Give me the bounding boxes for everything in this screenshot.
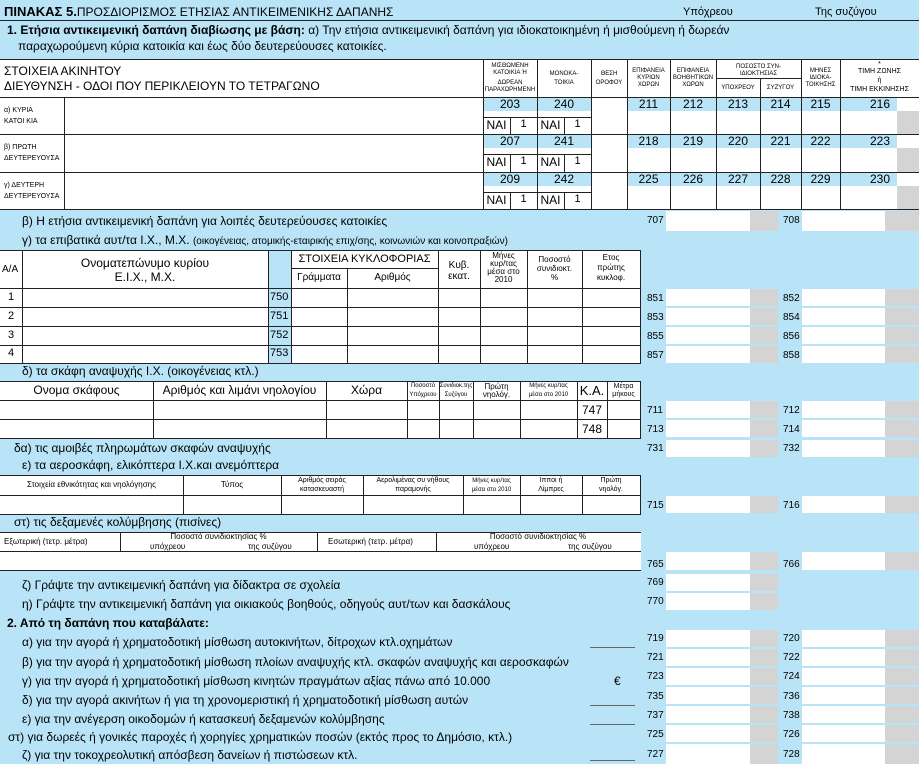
code-218: 218	[638, 134, 659, 148]
h-own-tax: ΥΠΟΧΡΕΟΥ	[721, 85, 755, 91]
pool-tax-header: υπόχρεου	[150, 542, 186, 551]
h-zone-1: ΤΙΜΗ ΖΩΝΗΣ	[858, 68, 901, 75]
air-airport-1: Αερολιμένας συ νήθους	[376, 477, 450, 484]
field-715[interactable]	[666, 496, 750, 513]
code-711: 711	[647, 405, 663, 416]
boat-ka-header: Κ.Α.	[579, 383, 605, 398]
code-721: 721	[647, 652, 664, 663]
code-214: 214	[770, 97, 791, 111]
row-number: 1	[8, 291, 15, 303]
boat-length-1: Μέτρα	[613, 383, 634, 390]
field-712[interactable]	[802, 401, 885, 418]
code-708: 708	[783, 215, 800, 226]
air-serial-1: Αριθμός σειράς	[298, 477, 346, 484]
code-213: 213	[727, 97, 749, 111]
item-st-label: στ) τις δεξαμενές κολύμβησης (πισίνες)	[14, 515, 222, 529]
code-854: 854	[783, 312, 800, 323]
code-223: 223	[870, 134, 891, 148]
detached-value[interactable]: 1	[574, 193, 581, 205]
h-main-1: ΕΠΙΦΑΝΕΙΑ	[632, 68, 665, 74]
item-h-label: η) Γράψτε την αντικειμενική δαπάνη για οικιακούς βοηθούς, οδηγούς αυτ/των και δασκάλους	[22, 597, 511, 611]
code-732: 732	[783, 443, 800, 454]
car-reg-header: ΣΤΟΙΧΕΙΑ ΚΥΚΛΟΦΟΡΙΑΣ	[298, 253, 431, 265]
field-714[interactable]	[802, 420, 885, 437]
field-853[interactable]	[666, 308, 750, 325]
code-858: 858	[783, 350, 800, 361]
field-738[interactable]	[802, 706, 885, 723]
boat-pct-header-1: Ποσοστό	[410, 383, 436, 389]
field-711[interactable]	[666, 401, 750, 418]
field-707[interactable]	[666, 211, 750, 231]
code-766: 766	[783, 559, 800, 570]
item-z-label: ζ) Γράψτε την αντικειμενική δαπάνη για δίδακτρα σε σχολεία	[22, 578, 341, 592]
euro-icon: €	[614, 674, 621, 688]
code-750: 750	[270, 291, 289, 303]
yes-detached[interactable]: ΝΑΙ	[540, 155, 561, 169]
yes-rented[interactable]: ΝΑΙ	[486, 118, 507, 132]
car-owner-header-2: Ε.Ι.Χ., Μ.Χ.	[114, 270, 176, 284]
boat-months-1: Μήνες κυρ/τας	[529, 383, 568, 389]
field-766[interactable]	[802, 552, 885, 570]
h-mono-2: ΤΟΙΚΙΑ	[554, 80, 574, 86]
field-851[interactable]	[666, 289, 750, 306]
h-zone-0: *	[878, 61, 881, 68]
section1-title-line2: παραχωρούμενη κύρια κατοικία και έως δύο δευτερεύουσες κατοικίες.	[18, 39, 387, 53]
code-219: 219	[682, 134, 704, 148]
rented-value[interactable]: 1	[520, 155, 527, 167]
code-731: 731	[647, 443, 664, 454]
row-label: β) ΠΡΩΤΗ	[4, 144, 37, 151]
car-months-4: 2010	[494, 275, 513, 284]
car-cc-header: Κυβ.	[448, 260, 470, 271]
row-label: ΔΕΥΤΕΡΕΥΟΥΣΑ	[4, 193, 60, 200]
car-letters-header: Γράμματα	[297, 272, 341, 283]
yes-rented[interactable]: ΝΑΙ	[486, 193, 507, 207]
car-cc-header-2: εκατ.	[448, 271, 470, 282]
code-211: 211	[638, 97, 659, 111]
row-label: ΚΑΤΟΙ ΚΙΑ	[4, 118, 38, 125]
s2-row-label: γ) για την αγορά ή χρηματοδοτική μίσθωση κινητών πραγμάτων αξίας πάνω από 10.000	[22, 674, 491, 688]
property-header: ΣΤΟΙΧΕΙΑ ΑΚΙΝΗΤΟΥ	[4, 64, 122, 78]
code-209: 209	[499, 172, 521, 186]
pool-int-header: Εσωτερική (τετρ. μέτρα)	[328, 537, 413, 546]
code-715: 715	[647, 500, 664, 511]
code-714: 714	[783, 424, 800, 435]
table-title: ΠΙΝΑΚΑΣ 5.ΠΡΟΣΔΙΟΡΙΣΜΟΣ ΕΤΗΣΙΑΣ ΑΝΤΙΚΕΙΜΕΝΙΚΗΣ ΔΑΠΑΝΗΣ	[4, 4, 394, 19]
item-b-label: β) Η ετήσια αντικειμενική δαπάνη για λοιπές δευτερεύουσες κατοικίες	[22, 214, 388, 228]
field-716[interactable]	[802, 496, 885, 513]
air-hp-2: Λίμπρες	[538, 486, 564, 493]
car-pct-2: συνιδιοκτ.	[536, 264, 573, 273]
boat-pct-sp-1: Συνιδιοκ.της	[439, 383, 473, 389]
boat-months-2: μέσα στο 2010	[528, 392, 569, 398]
code-216: 216	[870, 97, 891, 111]
property-address-header: ΔΙΕΥΘΥΝΣΗ - ΟΔΟΙ ΠΟΥ ΠΕΡΙΚΛΕΙΟΥΝ ΤΟ ΤΕΤΡΑΓΩΝΟ	[4, 79, 320, 93]
code-748: 748	[581, 422, 603, 436]
section1-title: 1. Ετήσια αντικειμενική δαπάνη διαβίωσης με βάση: α) Την ετήσια αντικειμενική δαπάνη για ιδιοκατοικημένη ή μισθούμενη ή δωρεάν	[7, 23, 730, 37]
code-242: 242	[553, 172, 575, 186]
code-725: 725	[647, 729, 664, 740]
yes-detached[interactable]: ΝΑΙ	[540, 193, 561, 207]
field-722[interactable]	[802, 649, 885, 666]
code-752: 752	[270, 329, 289, 341]
code-215: 215	[810, 97, 831, 111]
code-738: 738	[783, 710, 800, 721]
code-222: 222	[810, 134, 831, 148]
code-727: 727	[647, 749, 664, 760]
field-854[interactable]	[802, 308, 885, 325]
air-hp-1: Ιπποι ή	[539, 477, 563, 484]
h-zone-2: ή	[877, 77, 882, 84]
field-726[interactable]	[802, 725, 885, 742]
s2-row-label: ζ) για την τοκοχρεολυτική απόσβεση δανείων ή πιστώσεων κτλ.	[22, 748, 358, 762]
h-own-1: ΠΟΣΟΣΤΟ ΣΥΝ-	[735, 64, 782, 70]
field-724[interactable]	[802, 668, 885, 685]
air-months-1: Μήνες κυρ/τας	[472, 478, 511, 484]
boat-number-header: Αριθμός και λιμάνι νηολογίου	[162, 383, 317, 397]
code-240: 240	[553, 97, 575, 111]
code-737: 737	[647, 710, 664, 721]
pool-own-header: Ποσοστό συνιδιοκτησίας %	[170, 532, 267, 541]
car-year-2: πρώτης	[597, 263, 625, 272]
detached-value[interactable]: 1	[574, 118, 581, 130]
item-da-label: δα) τις αμοιβές πληρωμάτων σκαφών αναψυχής	[14, 441, 271, 455]
field-765[interactable]	[666, 552, 750, 570]
row-label: γ) ΔΕΥΤΕΡΗ	[4, 182, 45, 189]
row-label: ΔΕΥΤΕΡΕΥΟΥΣΑ	[4, 155, 60, 162]
air-serial-2: κατασκευαστή	[300, 486, 344, 493]
h-floor-1: ΘΕΣΗ	[600, 71, 618, 77]
h-months-1: ΜΗΝΕΣ	[809, 68, 832, 74]
field-728[interactable]	[802, 744, 885, 764]
col-header-spouse: Της συζύγου	[815, 6, 877, 18]
code-735: 735	[647, 691, 664, 702]
field-769[interactable]	[666, 574, 750, 591]
boat-first-header-1: Πρώτη	[484, 382, 509, 391]
code-220: 220	[727, 134, 749, 148]
code-724: 724	[783, 671, 800, 682]
field-735[interactable]	[666, 687, 750, 704]
field-713[interactable]	[666, 420, 750, 437]
field-857[interactable]	[666, 346, 750, 363]
code-722: 722	[783, 652, 800, 663]
car-pct-1: Ποσοστό	[538, 255, 571, 264]
code-228: 228	[770, 172, 791, 186]
code-726: 726	[783, 729, 800, 740]
code-212: 212	[682, 97, 704, 111]
field-725[interactable]	[666, 725, 750, 742]
yes-detached[interactable]: ΝΑΙ	[540, 118, 561, 132]
field-852[interactable]	[802, 289, 885, 306]
code-856: 856	[783, 331, 800, 342]
car-months-3: μέσα στο	[487, 267, 520, 276]
car-pct-3: %	[550, 273, 559, 282]
detached-value[interactable]: 1	[574, 155, 581, 167]
h-rent-4: ΠΑΡΑΧΩΡΗΜΕΝΗ	[484, 87, 536, 93]
code-230: 230	[870, 172, 891, 186]
boat-pct-header-2: Υπόχρεου	[409, 392, 437, 398]
field-732[interactable]	[802, 440, 885, 457]
field-727[interactable]	[666, 744, 750, 764]
code-853: 853	[647, 312, 664, 323]
field-737[interactable]	[666, 706, 750, 723]
s2-row-label: β) για την αγορά ή χρηματοδοτική μίσθωση πλοίων αναψυχής κτλ. σκαφών αναψυχής και αεροσκαφών	[22, 655, 569, 669]
row-number: 2	[8, 310, 15, 322]
air-nat-header: Στοιχεία εθνικότητας και νηολόγησης	[27, 480, 156, 489]
field-770[interactable]	[666, 593, 750, 610]
s2-row-label: ε) για την ανέγερση οικοδομών ή κατασκευή δεξαμενών κολύμβησης	[22, 712, 385, 726]
air-type-header: Τύπος	[220, 480, 244, 489]
code-225: 225	[638, 172, 659, 186]
code-751: 751	[270, 310, 289, 322]
code-765: 765	[647, 559, 664, 570]
code-203: 203	[499, 97, 521, 111]
code-229: 229	[810, 172, 831, 186]
pool-sp-header-2: της συζύγου	[568, 542, 612, 551]
row-label: α) ΚΥΡΙΑ	[4, 107, 33, 114]
code-719: 719	[647, 633, 664, 644]
field-708[interactable]	[802, 211, 885, 231]
field-720[interactable]	[802, 630, 885, 647]
boat-name-header: Ονομα σκάφους	[33, 383, 120, 397]
air-months-2: μέσα στο 2010	[471, 487, 512, 493]
h-months-2: ΙΔΙΟΚΑ-	[809, 75, 832, 81]
code-720: 720	[783, 633, 800, 644]
item-g-label: γ) τα επιβατικά αυτ/τα Ι.Χ., Μ.Χ. (οικογένειας, ατομικής-εταιρικής επιχ/σης, κοινωνιών και κοινοπραξιών)	[22, 233, 508, 247]
code-736: 736	[783, 691, 800, 702]
rented-value[interactable]: 1	[520, 118, 527, 130]
boat-pct-sp-2: Συζύγου	[444, 392, 468, 398]
code-712: 712	[783, 405, 800, 416]
h-own-2: ΙΔΙΟΚΤΗΣΙΑΣ	[739, 71, 778, 77]
s2-row-label: α) για την αγορά ή χρηματοδοτική μίσθωση αυτοκινήτων, δίτροχων κτλ.οχημάτων	[22, 635, 453, 649]
pool-ext-header: Εξωτερική (τετρ. μέτρα)	[4, 537, 88, 546]
h-main-2: ΚΥΡΙΩΝ	[637, 75, 660, 81]
h-zone-3: ΤΙΜΗ ΕΚΚΙΝΗΣΗΣ	[850, 86, 909, 93]
field-856[interactable]	[802, 327, 885, 344]
car-owner-header: Ονοματεπώνυμο κυρίου	[80, 256, 210, 270]
yes-rented[interactable]: ΝΑΙ	[486, 155, 507, 169]
section2-title: 2. Από τη δαπάνη που καταβάλατε:	[7, 616, 209, 630]
field-855[interactable]	[666, 327, 750, 344]
code-207: 207	[499, 134, 521, 148]
code-851: 851	[647, 293, 664, 304]
row-number: 4	[8, 347, 15, 359]
code-713: 713	[647, 424, 664, 435]
col-header-taxpayer: Υπόχρεου	[683, 6, 733, 18]
code-723: 723	[647, 671, 664, 682]
air-airport-2: παραμονής	[395, 486, 431, 493]
h-aux-2: ΒΟΗΘΗΤΙΚΩΝ	[672, 75, 714, 81]
boat-first-header-2: νηολόγ.	[482, 390, 511, 399]
code-769: 769	[647, 577, 664, 588]
rented-value[interactable]: 1	[520, 193, 527, 205]
car-number-header: Αριθμός	[374, 272, 411, 283]
car-months-2: κυρ/τας	[490, 259, 517, 268]
h-aux-1: ΕΠΙΦΑΝΕΙΑ	[676, 68, 710, 74]
code-747: 747	[581, 403, 603, 417]
code-221: 221	[770, 134, 791, 148]
code-857: 857	[647, 350, 664, 361]
pool-own-header-2: Ποσοστό συνιδιοκτησίας %	[489, 532, 587, 541]
item-d-label: δ) τα σκάφη αναψυχής Ι.Χ. (οικογένειας κτλ.)	[22, 364, 259, 378]
code-753: 753	[270, 347, 289, 359]
code-728: 728	[783, 749, 800, 760]
h-rent-3: ΔΩΡΕΑΝ	[497, 80, 523, 86]
h-main-3: ΧΩΡΩΝ	[637, 82, 660, 88]
car-aa-header: Α/Α	[2, 264, 19, 275]
car-months-1: Μήνες	[492, 251, 515, 260]
car-year-1: Ετος	[602, 253, 620, 262]
field-719[interactable]	[666, 630, 750, 647]
field-858[interactable]	[802, 346, 885, 363]
s2-row-label: στ) για δωρεές ή γονικές παροχές ή χορηγίες χρηματικών ποσών (εκτός προς το Δημόσιο, κτλ.)	[8, 730, 513, 744]
h-own-sp: ΣΥΖΥΓΟΥ	[766, 85, 795, 91]
code-226: 226	[682, 172, 704, 186]
air-first-1: Πρώτη	[600, 477, 622, 484]
code-227: 227	[727, 172, 749, 186]
s2-row-label: δ) για την αγορά ακινήτων ή για τη χρονομεριστική ή χρηματοδοτική μίσθωση αυτών	[22, 693, 469, 707]
h-floor-2: ΟΡΟΦΟΥ	[595, 80, 623, 86]
field-721[interactable]	[666, 649, 750, 666]
field-723[interactable]	[666, 668, 750, 685]
field-731[interactable]	[666, 440, 750, 457]
h-mono-1: ΜΟΝΟΚΑ-	[549, 71, 579, 77]
car-year-3: κυκλοφ.	[596, 273, 626, 282]
code-852: 852	[783, 293, 800, 304]
pool-sp-header: της συζύγου	[248, 542, 292, 551]
h-months-3: ΤΟΙΚΗΣΗΣ	[805, 82, 836, 88]
pool-tax-header-2: υπόχρεου	[474, 542, 510, 551]
row-number: 3	[8, 329, 15, 341]
code-241: 241	[553, 134, 575, 148]
boat-length-2: μήκους	[612, 391, 635, 398]
h-aux-3: ΧΩΡΩΝ	[682, 82, 704, 88]
air-first-2: νηολόγ.	[599, 486, 623, 493]
boat-country-header: Χώρα	[350, 383, 383, 397]
field-736[interactable]	[802, 687, 885, 704]
h-rent-1: ΜΙΣΘΩΜΕΝΗ	[491, 63, 529, 69]
h-rent-2: ΚΑΤΟΙΚΙΑ Ή	[493, 70, 527, 76]
item-e-label: ε) τα αεροσκάφη, ελικόπτερα Ι.Χ.και ανεμόπτερα	[22, 458, 280, 472]
code-855: 855	[647, 331, 664, 342]
code-770: 770	[647, 596, 664, 607]
code-716: 716	[783, 500, 800, 511]
code-707: 707	[647, 215, 664, 226]
